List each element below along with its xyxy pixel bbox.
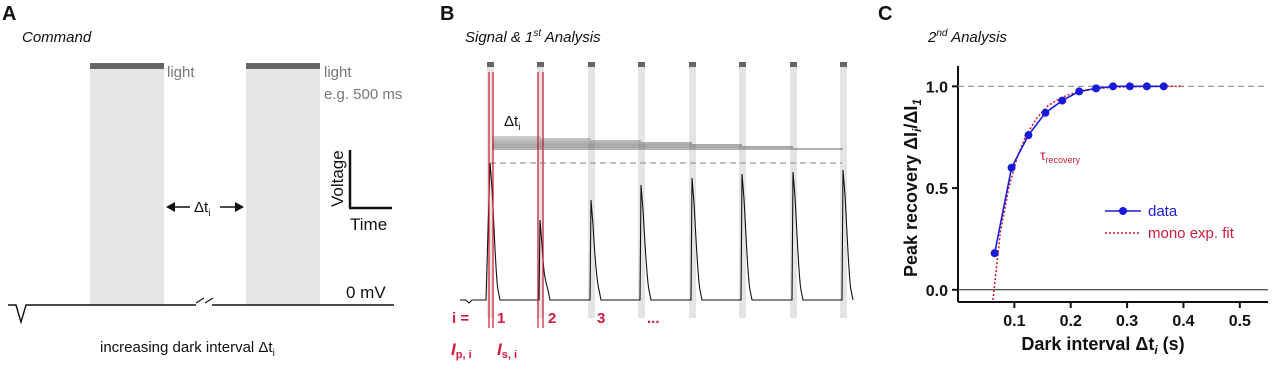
axis-break [196, 298, 213, 303]
chart-legend [1105, 203, 1235, 242]
y-tick-label-2: 1.0 [925, 79, 948, 97]
tau-label: $\tau_{recovery}$ [1040, 147, 1081, 165]
panel-b [440, 3, 853, 361]
flash-band-8 [840, 66, 847, 318]
x-axis-label: Dark interval $\Delta t_i$ (s) [1021, 334, 1185, 357]
data-series-line [995, 86, 1164, 253]
x-tick-label-1: 0.2 [1059, 313, 1082, 330]
light-band-1 [90, 68, 164, 306]
panel-a-caption: increasing dark interval $\Delta t_i$ [100, 339, 275, 359]
panel-c-letter: C [878, 3, 893, 25]
legend-data-marker [1119, 207, 1127, 215]
flash-band-6 [739, 66, 746, 318]
flash-band-5 [689, 66, 696, 318]
data-point-5 [1058, 97, 1066, 105]
flash-marker-5 [689, 62, 696, 67]
is-label: Is, i [497, 340, 518, 361]
fit-series-line [993, 86, 1184, 300]
panel-b-delta-t: $\Delta t_i$ [504, 113, 521, 133]
duration-note: e.g. 500 ms [324, 86, 403, 103]
flash-marker-2 [537, 62, 544, 67]
legend-fit-label: mono exp. fit [1148, 225, 1234, 242]
data-point-3 [1024, 131, 1032, 139]
data-point-2 [1008, 164, 1016, 172]
time-label: Time [350, 215, 388, 234]
flash-marker-6 [739, 62, 746, 67]
chart-axes [901, 66, 1268, 357]
x-tick-label-0: 0.1 [1003, 313, 1026, 330]
data-point-6 [1075, 87, 1083, 95]
flash-band-3 [588, 66, 595, 318]
panel-b-title: Signal & 1st Analysis [465, 28, 601, 46]
flash-marker-4 [638, 62, 645, 67]
command-trace-left [8, 305, 196, 322]
y-axis-label: Peak recovery $\Delta I_i/\Delta I_1$ [901, 98, 924, 278]
light-band-2 [246, 68, 320, 306]
index-1: 1 [497, 310, 506, 327]
legend-data-label: data [1148, 203, 1178, 220]
light-bar-1 [90, 63, 164, 69]
flash-marker-1 [487, 62, 494, 67]
flash-marker-8 [840, 62, 847, 67]
data-point-1 [991, 249, 999, 257]
data-point-8 [1109, 82, 1117, 90]
index-prefix: i = [452, 310, 470, 327]
index-ellipsis: ... [647, 310, 660, 327]
flash-band-7 [790, 66, 797, 318]
data-point-7 [1092, 84, 1100, 92]
delta-t-arrow [166, 199, 244, 219]
scale-bar [328, 150, 392, 234]
data-point-10 [1143, 82, 1151, 90]
index-2: 2 [548, 310, 557, 327]
light-label-1: light [167, 64, 195, 81]
panel-a [2, 3, 402, 359]
zero-mv-label: 0 mV [346, 283, 386, 302]
panel-b-letter: B [440, 3, 455, 25]
voltage-label: Voltage [328, 150, 347, 207]
index-3: 3 [597, 310, 606, 327]
panel-c [878, 3, 1268, 357]
x-tick-label-2: 0.3 [1115, 313, 1139, 330]
panel-c-title: 2nd Analysis [928, 28, 1007, 46]
ip-label: Ip, i [451, 340, 472, 361]
chart-plot [991, 82, 1184, 300]
y-tick-label-1: 0.5 [925, 181, 948, 199]
data-point-4 [1041, 109, 1049, 117]
light-label-2: light [324, 64, 352, 81]
data-point-9 [1126, 82, 1134, 90]
light-bar-2 [246, 63, 320, 69]
y-tick-label-0: 0.0 [925, 282, 948, 300]
flash-marker-7 [790, 62, 797, 67]
panel-a-letter: A [2, 3, 17, 25]
delta-t-label: $\Delta t_i$ [194, 199, 211, 219]
flash-marker-3 [588, 62, 595, 67]
panel-a-title: Command [22, 29, 92, 46]
x-tick-label-3: 0.4 [1172, 313, 1195, 330]
data-point-11 [1160, 82, 1168, 90]
x-tick-label-4: 0.5 [1228, 313, 1251, 330]
